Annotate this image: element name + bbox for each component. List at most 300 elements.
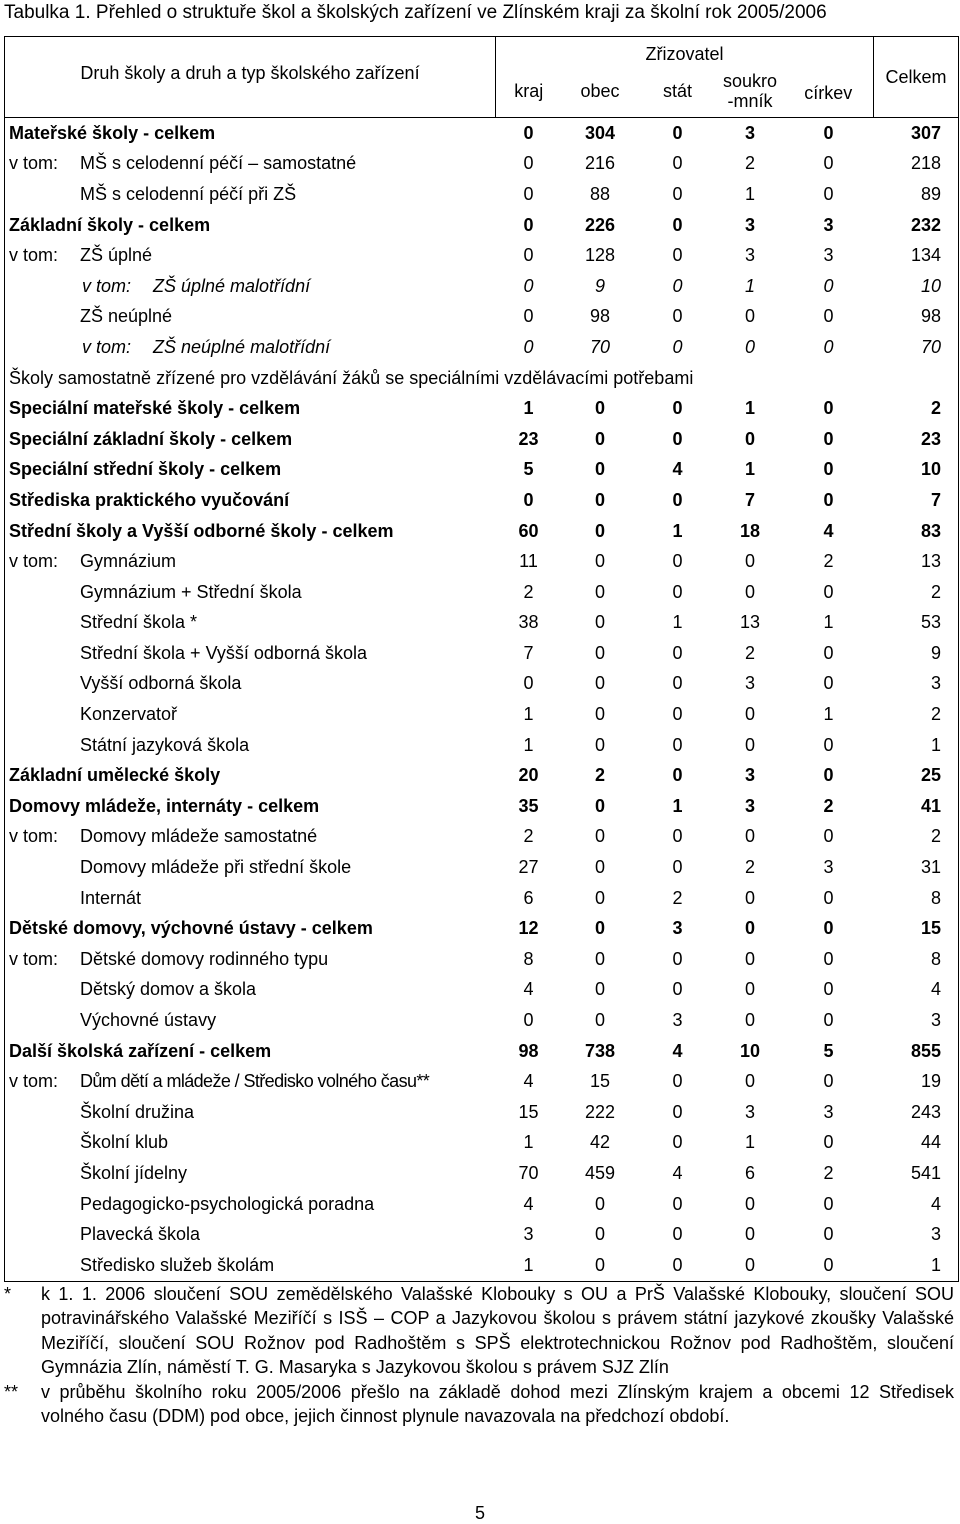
- row-label-cell: [5, 1066, 496, 1097]
- cell-cirkev: 0: [823, 581, 834, 602]
- header-col-soukromnik: soukro -mník: [722, 71, 778, 111]
- row-label: Školní klub: [80, 1132, 169, 1153]
- cell-cirkev: 3: [823, 1101, 834, 1122]
- footnote-text: k 1. 1. 2006 sloučení SOU zemědělského Valašské Klobouky s OU a PrŠ Valašské Klobouky, sloučení SOU potravinářského Valašské Meziříčí s ISŠ – COP a Jazykovou školou s právem státní jazykové zkoušky Valašské Meziříčí, sloučení SOU Rožnov pod Radhoštěm s SPŠ elektrotechnickou Rožnov pod Radhoštěm, sloučení Gymnázia Zlín, náměstí T. G. Masaryka s Jazykovou školou s právem SJZ Zlín: [41, 1284, 954, 1378]
- cell-celkem: 2: [931, 398, 942, 419]
- row-label: Základní školy - celkem: [9, 214, 211, 235]
- cell-soukromnik: 0: [744, 581, 755, 602]
- cell-stat: 2: [672, 887, 683, 908]
- row-label-cell: [5, 1005, 496, 1036]
- row-label-cell: [5, 760, 496, 791]
- cell-cirkev: 0: [823, 887, 834, 908]
- cell-obec: 9: [594, 275, 605, 296]
- cell-stat: 0: [672, 734, 683, 755]
- row-label: Střední školy a Vyšší odborné školy - celkem: [9, 520, 394, 541]
- cell-stat: 0: [672, 826, 683, 847]
- cell-kraj: 0: [523, 183, 534, 204]
- footnote-2: [4, 1380, 954, 1429]
- table-row: [5, 516, 959, 547]
- row-label-cell: [5, 852, 496, 883]
- cell-stat: 0: [672, 1254, 683, 1275]
- table-row: [5, 149, 959, 180]
- cell-cirkev: 3: [823, 857, 834, 878]
- table-row: [5, 424, 959, 455]
- cell-stat: 0: [672, 336, 683, 357]
- table-row: [5, 1097, 959, 1128]
- cell-soukromnik: 1: [744, 183, 755, 204]
- row-label: Speciální střední školy - celkem: [9, 459, 282, 480]
- cell-soukromnik: 0: [744, 979, 755, 1000]
- table-row: [5, 577, 959, 608]
- cell-soukromnik: 0: [744, 551, 755, 572]
- cell-stat: 0: [672, 673, 683, 694]
- cell-stat: 0: [672, 122, 683, 143]
- cell-kraj: 1: [523, 704, 534, 725]
- cell-obec: 15: [589, 1071, 611, 1092]
- cell-cirkev: 0: [823, 734, 834, 755]
- cell-obec: 459: [584, 1162, 616, 1183]
- header-total: Celkem: [874, 37, 959, 118]
- cell-kraj: 11: [519, 551, 538, 572]
- cell-stat: 0: [672, 153, 683, 174]
- cell-cirkev: 0: [823, 306, 834, 327]
- cell-soukromnik: 0: [744, 306, 755, 327]
- cell-stat: 0: [672, 489, 683, 510]
- cell-cirkev: 0: [823, 826, 834, 847]
- cell-obec: 0: [594, 918, 605, 939]
- cell-soukromnik: 0: [744, 734, 755, 755]
- row-label-cell: [5, 240, 496, 271]
- table-title: Tabulka 1. Přehled o struktuře škol a školských zařízení ve Zlínském kraji za školní rok 2005/2006: [4, 2, 827, 23]
- cell-cirkev: 0: [823, 275, 834, 296]
- cell-stat: 1: [672, 612, 683, 633]
- row-label-cell: [5, 332, 496, 363]
- cell-cirkev: 3: [823, 214, 834, 235]
- cell-cirkev: 0: [823, 122, 834, 143]
- cell-obec: 128: [584, 245, 616, 266]
- cell-kraj: 23: [518, 428, 539, 449]
- cell-stat: 0: [672, 765, 683, 786]
- cell-stat: 0: [672, 642, 683, 663]
- cell-soukromnik: 6: [744, 1162, 755, 1183]
- cell-soukromnik: 3: [744, 673, 755, 694]
- cell-cirkev: 0: [823, 1224, 834, 1245]
- cell-celkem: 31: [921, 857, 942, 878]
- cell-stat: 1: [672, 520, 683, 541]
- cell-kraj: 1: [523, 734, 534, 755]
- cell-cirkev: 0: [823, 336, 834, 357]
- cell-soukromnik: 1: [744, 1132, 755, 1153]
- cell-cirkev: 0: [823, 673, 834, 694]
- cell-stat: 0: [672, 979, 683, 1000]
- table-row: [5, 1250, 959, 1281]
- row-prefix: v tom:: [9, 153, 59, 174]
- cell-kraj: 0: [523, 245, 534, 266]
- row-label: Středisko služeb školám: [80, 1254, 275, 1275]
- cell-obec: 0: [594, 459, 605, 480]
- row-label-cell: [5, 577, 496, 608]
- row-label: Státní jazyková škola: [80, 734, 250, 755]
- header-col-cirkev: církev: [804, 83, 853, 103]
- table-row: [5, 791, 959, 822]
- cell-soukromnik: 10: [739, 1040, 761, 1061]
- row-label-cell: [5, 302, 496, 333]
- cell-stat: 0: [672, 1101, 683, 1122]
- cell-obec: 0: [594, 979, 605, 1000]
- cell-kraj: 4: [523, 979, 534, 1000]
- row-label-cell: [5, 1219, 496, 1250]
- cell-soukromnik: 1: [744, 459, 755, 480]
- cell-cirkev: 1: [823, 704, 834, 725]
- table-row: [5, 240, 959, 271]
- cell-kraj: 4: [523, 1071, 534, 1092]
- cell-kraj: 15: [518, 1101, 539, 1122]
- header-col-stat: stát: [662, 81, 692, 101]
- table-row: [5, 118, 959, 149]
- row-prefix: v tom:: [9, 826, 59, 847]
- footnote-mark: *: [4, 1284, 12, 1304]
- cell-cirkev: 3: [823, 245, 834, 266]
- cell-kraj: 2: [523, 581, 534, 602]
- cell-stat: 3: [672, 1010, 683, 1031]
- cell-obec: 0: [594, 704, 605, 725]
- cell-celkem: 41: [921, 795, 942, 816]
- cell-cirkev: 0: [823, 765, 834, 786]
- row-label-cell: [5, 149, 496, 180]
- cell-stat: 0: [672, 398, 683, 419]
- cell-obec: 0: [594, 1010, 605, 1031]
- cell-stat: 0: [672, 948, 683, 969]
- cell-kraj: 27: [518, 857, 539, 878]
- cell-celkem: 10: [921, 459, 942, 480]
- row-prefix: v tom:: [82, 336, 132, 357]
- table-row: [5, 975, 959, 1006]
- cell-celkem: 134: [911, 245, 942, 266]
- cell-soukromnik: 0: [744, 826, 755, 847]
- cell-kraj: 0: [523, 122, 534, 143]
- cell-obec: 0: [594, 642, 605, 663]
- row-label: Školy samostatně zřízené pro vzdělávání žáků se speciálními vzdělávacími potřebami: [9, 367, 694, 388]
- table-row: [5, 669, 959, 700]
- cell-stat: 0: [672, 1224, 683, 1245]
- cell-celkem: 13: [921, 551, 942, 572]
- cell-celkem: 4: [931, 979, 942, 1000]
- cell-celkem: 1: [931, 734, 942, 755]
- cell-kraj: 12: [518, 918, 539, 939]
- cell-stat: 0: [672, 581, 683, 602]
- row-label-cell: [5, 1036, 496, 1067]
- cell-soukromnik: 0: [744, 1010, 755, 1031]
- table-row: [5, 485, 959, 516]
- cell-celkem: 25: [921, 765, 942, 786]
- cell-kraj: 1: [523, 1132, 534, 1153]
- row-label: Konzervatoř: [80, 704, 178, 725]
- footnotes: [4, 1282, 954, 1428]
- cell-soukromnik: 0: [744, 1254, 755, 1275]
- cell-obec: 0: [594, 520, 605, 541]
- row-label-cell: [5, 608, 496, 639]
- cell-obec: 222: [584, 1101, 616, 1122]
- row-label-cell: [5, 944, 496, 975]
- table-row: [5, 271, 959, 302]
- cell-obec: 0: [594, 1254, 605, 1275]
- cell-kraj: 0: [523, 1010, 534, 1031]
- table-row: [5, 332, 959, 363]
- cell-celkem: 307: [911, 122, 942, 143]
- row-label: Mateřské školy - celkem: [9, 122, 216, 143]
- cell-obec: 0: [594, 857, 605, 878]
- cell-obec: 0: [594, 948, 605, 969]
- row-label: Střední škola *: [80, 612, 198, 633]
- row-label: Vyšší odborná škola: [80, 673, 242, 694]
- cell-obec: 0: [594, 673, 605, 694]
- cell-soukromnik: 0: [744, 948, 755, 969]
- cell-stat: 0: [672, 214, 683, 235]
- cell-soukromnik: 3: [744, 214, 755, 235]
- cell-cirkev: 0: [823, 642, 834, 663]
- table-row: [5, 455, 959, 486]
- row-label: Dům dětí a mládeže / Středisko volného času**: [80, 1071, 430, 1092]
- cell-obec: 0: [594, 398, 605, 419]
- cell-celkem: 9: [931, 642, 942, 663]
- cell-obec: 42: [589, 1132, 611, 1153]
- row-label: Výchovné ústavy: [80, 1010, 217, 1031]
- row-label-cell: [5, 1250, 496, 1281]
- cell-soukromnik: 0: [744, 1193, 755, 1214]
- row-label-cell: [5, 424, 496, 455]
- row-label-cell: [5, 1097, 496, 1128]
- row-label-cell: [5, 1158, 496, 1189]
- cell-obec: 216: [584, 153, 616, 174]
- cell-soukromnik: 18: [739, 520, 761, 541]
- row-label: Gymnázium + Střední škola: [80, 581, 302, 602]
- row-prefix: v tom:: [9, 551, 59, 572]
- row-label: Domovy mládeže samostatné: [80, 826, 318, 847]
- row-label: Střediska praktického vyučování: [9, 489, 290, 510]
- row-label: ZŠ neúplné: [80, 306, 173, 327]
- cell-soukromnik: 0: [744, 918, 755, 939]
- school-structure-table: [4, 36, 959, 1282]
- cell-obec: 738: [584, 1040, 616, 1061]
- cell-kraj: 8: [523, 948, 534, 969]
- table-row: [5, 1036, 959, 1067]
- cell-cirkev: 1: [823, 612, 834, 633]
- cell-celkem: 4: [931, 1193, 942, 1214]
- cell-celkem: 2: [931, 704, 942, 725]
- row-label: ZŠ úplné malotřídní: [153, 275, 311, 296]
- table-row: [5, 210, 959, 241]
- cell-stat: 0: [672, 306, 683, 327]
- cell-obec: 70: [589, 336, 611, 357]
- footnote-1: [4, 1282, 954, 1380]
- cell-cirkev: 0: [823, 1132, 834, 1153]
- row-label: Základní umělecké školy: [9, 765, 221, 786]
- cell-soukromnik: 0: [744, 336, 755, 357]
- cell-cirkev: 0: [823, 1254, 834, 1275]
- cell-celkem: 2: [931, 826, 942, 847]
- row-label: ZŠ úplné: [80, 245, 153, 266]
- cell-celkem: 1: [931, 1254, 942, 1275]
- cell-cirkev: 2: [823, 795, 834, 816]
- row-label: Dětské domovy rodinného typu: [80, 948, 329, 969]
- page-number: 5: [474, 1503, 485, 1523]
- cell-stat: 0: [672, 275, 683, 296]
- cell-kraj: 70: [518, 1162, 539, 1183]
- cell-soukromnik: 0: [744, 1071, 755, 1092]
- cell-stat: 0: [672, 857, 683, 878]
- row-label-cell: [5, 546, 496, 577]
- row-prefix: v tom:: [82, 275, 132, 296]
- cell-celkem: 89: [921, 183, 942, 204]
- cell-obec: 0: [594, 795, 605, 816]
- cell-obec: 0: [594, 1193, 605, 1214]
- cell-cirkev: 2: [823, 1162, 834, 1183]
- row-label: Speciální mateřské školy - celkem: [9, 398, 301, 419]
- row-label: Dětské domovy, výchovné ústavy - celkem: [9, 918, 373, 939]
- table-row: [5, 913, 959, 944]
- row-label: MŠ s celodenní péčí – samostatné: [80, 153, 357, 174]
- cell-soukromnik: 0: [744, 428, 755, 449]
- row-label: MŠ s celodenní péčí při ZŠ: [80, 183, 297, 204]
- cell-soukromnik: 2: [744, 642, 755, 663]
- cell-obec: 0: [594, 1224, 605, 1245]
- cell-stat: 0: [672, 1071, 683, 1092]
- cell-cirkev: 0: [823, 428, 834, 449]
- row-label-cell: [5, 730, 496, 761]
- cell-kraj: 2: [523, 826, 534, 847]
- cell-celkem: 3: [931, 1224, 942, 1245]
- table-row: [5, 1128, 959, 1159]
- cell-soukromnik: 3: [744, 245, 755, 266]
- cell-kraj: 38: [518, 612, 539, 633]
- cell-soukromnik: 3: [744, 122, 755, 143]
- cell-obec: 98: [589, 306, 611, 327]
- cell-kraj: 0: [523, 673, 534, 694]
- table-row: [5, 179, 959, 210]
- row-label-cell: [5, 271, 496, 302]
- row-label-cell: [5, 822, 496, 853]
- cell-cirkev: 0: [823, 979, 834, 1000]
- cell-obec: 226: [584, 214, 616, 235]
- table-row: [5, 393, 959, 424]
- footnote-text: v průběhu školního roku 2005/2006 přešlo na základě dohod mezi Zlínským krajem a obcemi 12 Středisek volného času (DDM) pod obce, jejich činnost plynule navazovala na předchozí období.: [41, 1381, 954, 1427]
- cell-cirkev: 0: [823, 153, 834, 174]
- cell-celkem: 15: [921, 918, 942, 939]
- row-label-cell: [5, 975, 496, 1006]
- cell-soukromnik: 2: [744, 153, 755, 174]
- cell-celkem: 44: [921, 1132, 942, 1153]
- table-row: [5, 883, 959, 914]
- row-label-cell: [5, 638, 496, 669]
- cell-celkem: 8: [931, 887, 942, 908]
- cell-celkem: 3: [931, 673, 942, 694]
- cell-cirkev: 0: [823, 1071, 834, 1092]
- cell-cirkev: 0: [823, 459, 834, 480]
- row-label-cell: [5, 669, 496, 700]
- cell-soukromnik: 13: [739, 612, 761, 633]
- cell-soukromnik: 0: [744, 704, 755, 725]
- cell-celkem: 855: [911, 1040, 942, 1061]
- cell-obec: 0: [594, 612, 605, 633]
- table-row: [5, 944, 959, 975]
- cell-obec: 0: [594, 551, 605, 572]
- cell-obec: 0: [594, 826, 605, 847]
- row-label: Domovy mládeže, internáty - celkem: [9, 795, 320, 816]
- cell-stat: 0: [672, 704, 683, 725]
- table-row: [5, 1005, 959, 1036]
- footnote-mark: **: [4, 1381, 19, 1402]
- cell-soukromnik: 0: [744, 1224, 755, 1245]
- cell-stat: 1: [672, 795, 683, 816]
- cell-stat: 4: [672, 1162, 683, 1183]
- cell-celkem: 3: [931, 1010, 942, 1031]
- table-row: [5, 852, 959, 883]
- cell-celkem: 98: [921, 306, 942, 327]
- cell-kraj: 6: [523, 887, 534, 908]
- row-label: ZŠ neúplné malotřídní: [153, 336, 331, 357]
- cell-celkem: 243: [911, 1101, 942, 1122]
- cell-soukromnik: 2: [744, 857, 755, 878]
- table-row: [5, 302, 959, 333]
- cell-cirkev: 0: [823, 1193, 834, 1214]
- cell-celkem: 70: [921, 336, 942, 357]
- table-row: [5, 1066, 959, 1097]
- cell-stat: 0: [672, 245, 683, 266]
- row-prefix: v tom:: [9, 245, 59, 266]
- row-label-cell: [5, 210, 496, 241]
- cell-kraj: 0: [523, 153, 534, 174]
- row-label: Domovy mládeže při střední škole: [80, 857, 352, 878]
- row-label-cell: [5, 485, 496, 516]
- row-label-cell: [5, 699, 496, 730]
- cell-stat: 3: [672, 918, 683, 939]
- cell-obec: 0: [594, 887, 605, 908]
- cell-kraj: 98: [518, 1040, 539, 1061]
- cell-obec: 0: [594, 734, 605, 755]
- table-row: [5, 699, 959, 730]
- row-label: Školní družina: [80, 1101, 195, 1122]
- cell-cirkev: 0: [823, 948, 834, 969]
- cell-celkem: 23: [921, 428, 942, 449]
- row-label-cell: [5, 1189, 496, 1220]
- table-row: [5, 760, 959, 791]
- row-label-cell: [5, 179, 496, 210]
- table-row: [5, 1158, 959, 1189]
- cell-obec: 0: [594, 581, 605, 602]
- cell-stat: 0: [672, 551, 683, 572]
- cell-kraj: 0: [523, 336, 534, 357]
- cell-cirkev: 0: [823, 1010, 834, 1031]
- row-label: Střední škola + Vyšší odborná škola: [80, 642, 367, 663]
- row-prefix: v tom:: [9, 1071, 59, 1092]
- row-label-cell: [5, 393, 496, 424]
- cell-soukromnik: 3: [744, 1101, 755, 1122]
- row-label-cell: [5, 363, 959, 394]
- cell-stat: 0: [672, 428, 683, 449]
- cell-celkem: 2: [931, 581, 942, 602]
- cell-soukromnik: 0: [744, 887, 755, 908]
- table-row: [5, 638, 959, 669]
- table-row: [5, 822, 959, 853]
- cell-cirkev: 0: [823, 183, 834, 204]
- cell-kraj: 5: [523, 459, 534, 480]
- cell-soukromnik: 1: [744, 398, 755, 419]
- cell-cirkev: 0: [823, 489, 834, 510]
- cell-celkem: 218: [911, 153, 942, 174]
- cell-stat: 4: [672, 1040, 683, 1061]
- cell-soukromnik: 1: [744, 275, 755, 296]
- cell-obec: 88: [589, 183, 611, 204]
